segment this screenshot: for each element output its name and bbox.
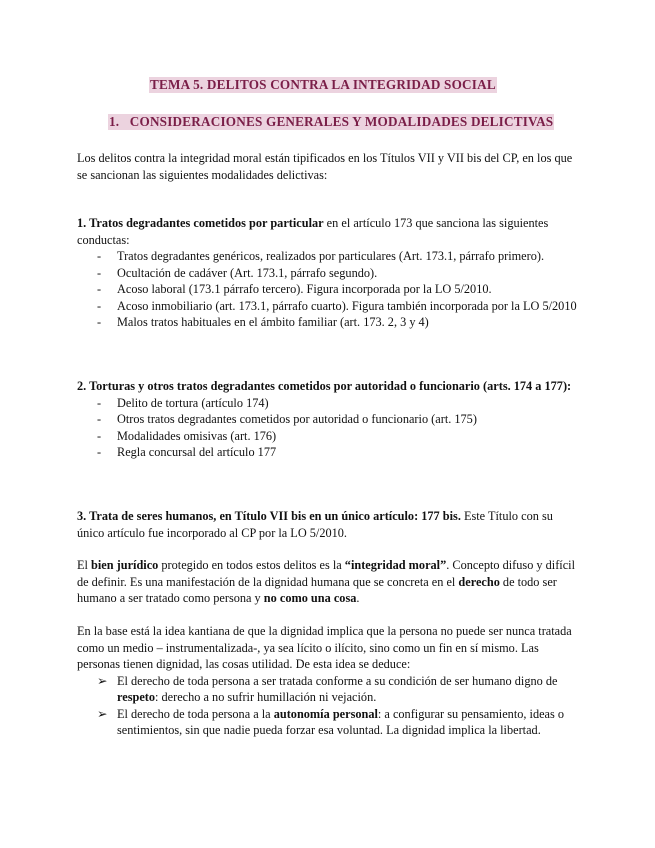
bold-text: “integridad moral” xyxy=(344,558,447,572)
section-2-title: 2. Torturas y otros tratos degradantes cometidos por autoridad o funcionario (arts. 174 a 177): xyxy=(77,379,572,393)
text: . xyxy=(356,591,360,605)
text: protegido en todos estos delitos es la xyxy=(158,558,345,572)
bold-text: no como una cosa xyxy=(263,591,357,605)
list-item-text: Tratos degradantes genéricos, realizados por particulares (Art. 173.1, párrafo primero). xyxy=(117,249,545,263)
dash-bullet: - xyxy=(97,282,102,296)
text: de todo ser humano a ser tratado como persona y xyxy=(77,574,557,605)
dash-bullet: - xyxy=(97,249,102,263)
section-1-list xyxy=(77,248,582,331)
dash-bullet: - xyxy=(97,298,102,313)
list-item-text: Malos tratos habituales en el ámbito familiar (art. 173. 2, 3 y 4) xyxy=(117,315,429,329)
section-3-text: Este Título con su único artículo fue incorporado al CP por la LO 5/2010. xyxy=(77,509,553,540)
section-3-title: 3. Trata de seres humanos, en Título VII bis en un único artículo: 177 bis. xyxy=(77,509,461,523)
section-1-title: 1. Tratos degradantes cometidos por particular xyxy=(77,216,324,230)
dash-bullet: - xyxy=(97,315,102,329)
bold-text: autonomía personal xyxy=(273,706,378,721)
list-item-text: Acoso laboral (173.1 párrafo tercero). Figura incorporada por la LO 5/2010. xyxy=(117,282,492,296)
list-item xyxy=(77,411,582,428)
bien-juridico-paragraph xyxy=(77,557,582,607)
document-title: TEMA 5. DELITOS CONTRA LA INTEGRIDAD SOCIAL xyxy=(150,77,496,92)
list-item-text: Regla concursal del artículo 177 xyxy=(117,445,277,459)
list-item-text: Otros tratos degradantes cometidos por autoridad o funcionario (art. 175) xyxy=(117,412,477,426)
section-heading: 1. CONSIDERACIONES GENERALES Y MODALIDADES DELICTIVAS xyxy=(109,114,554,129)
list-item xyxy=(77,395,582,412)
dash-bullet: - xyxy=(97,428,102,443)
section-2-list xyxy=(77,395,582,461)
arrow-bullet-icon: ➢ xyxy=(97,673,108,688)
list-item-text: Delito de tortura (artículo 174) xyxy=(117,395,269,410)
list-item xyxy=(77,673,582,706)
text: El derecho de toda persona a la xyxy=(117,706,274,721)
text: El xyxy=(77,558,92,572)
list-item xyxy=(77,706,582,739)
list-item-text: Acoso inmobiliario (art. 173.1, párrafo cuarto). Figura también incorporada por la LO 5/2010 xyxy=(117,298,577,313)
list-item xyxy=(77,265,582,282)
section-1-text: en el artículo 173 que sanciona las siguientes conductas: xyxy=(77,216,549,247)
text: : a configurar su pensamiento, ideas o sentimientos, sin que nadie pueda forzar esa voluntad. La dignidad implica la libertad. xyxy=(117,706,565,737)
kant-paragraph xyxy=(77,623,582,739)
list-item xyxy=(77,298,582,315)
list-item-text: Ocultación de cadáver (Art. 173.1, párrafo segundo). xyxy=(117,265,378,280)
list-item xyxy=(77,281,582,298)
list-item xyxy=(77,314,582,331)
dash-bullet: - xyxy=(97,412,102,426)
section-1 xyxy=(77,215,582,331)
arrow-list xyxy=(77,673,582,739)
arrow-bullet-icon: ➢ xyxy=(97,706,108,721)
list-item xyxy=(77,248,582,265)
section-2 xyxy=(77,378,582,461)
list-item-text: Modalidades omisivas (art. 176) xyxy=(117,428,277,443)
list-item xyxy=(77,444,582,461)
bold-text: bien jurídico xyxy=(91,558,159,572)
dash-bullet: - xyxy=(97,265,102,280)
intro-paragraph: Los delitos contra la integridad moral están tipificados en los Títulos VII y VII bis del CP, en los que se sancionan las siguientes modalidades delictivas: xyxy=(77,151,573,182)
text: . Concepto difuso y difícil de definir. Es una manifestación de la dignidad humana que se concreta en el xyxy=(77,558,576,589)
dash-bullet: - xyxy=(97,395,102,410)
kant-text: En la base está la idea kantiana de que la dignidad implica que la persona no puede ser nunca tratada como un medio – instrumentalizada-, ya sea lícito o ilícito, sino como un fin en sí mismo. Las personas tienen dignidad, las cosas utilidad. De esta idea se deduce: xyxy=(77,624,572,671)
dash-bullet: - xyxy=(97,445,102,459)
text: El derecho de toda persona a ser tratada conforme a su condición de ser humano digno de xyxy=(117,673,558,688)
text: : derecho a no sufrir humillación ni vejación. xyxy=(155,690,377,704)
bold-text: respeto xyxy=(117,690,156,704)
list-item xyxy=(77,428,582,445)
bold-text: derecho xyxy=(458,574,500,589)
section-3 xyxy=(77,508,582,541)
